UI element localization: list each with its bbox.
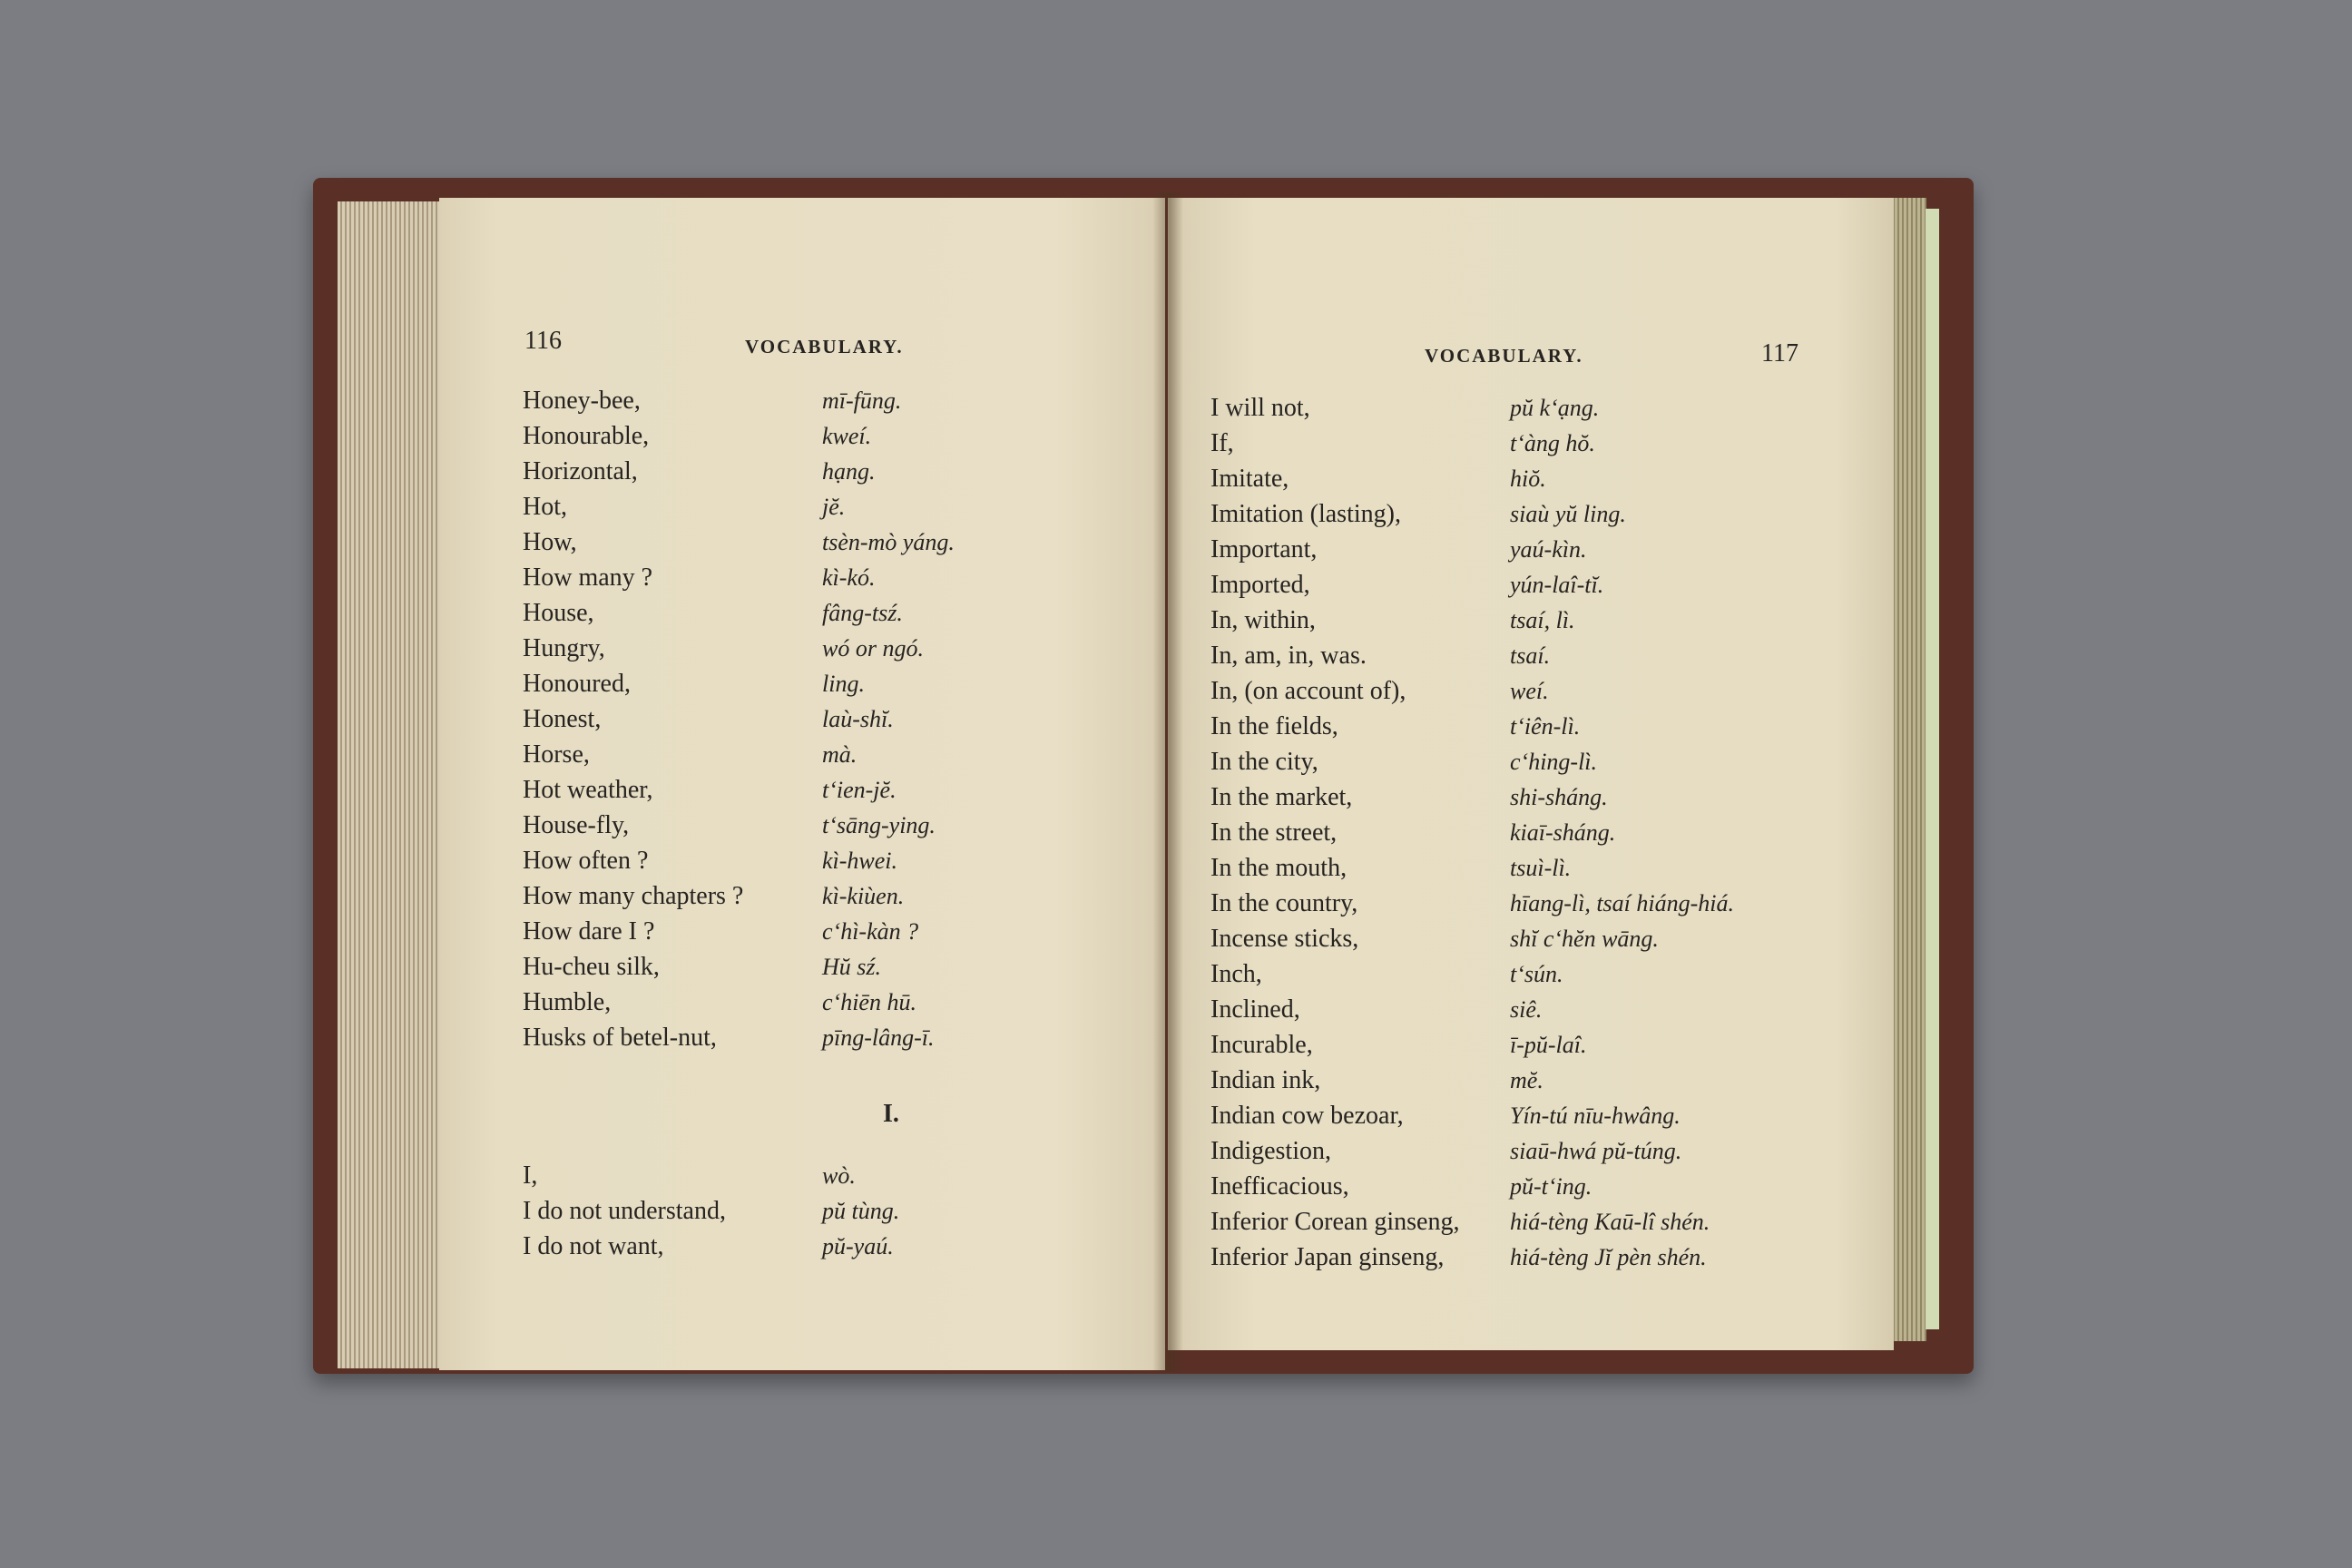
page-edges-left — [338, 201, 445, 1368]
left-page-number: 116 — [524, 327, 562, 355]
right-page-number: 117 — [1761, 339, 1798, 368]
book-gutter — [1152, 192, 1183, 1372]
right-entry-list: I will not, pŭ kʻạng. If, tʻàng hŏ. Imitate, hiŏ. Imitation (lasting), siaù yŭ ling. Important, yaú-kìn. Imported, yún-laî-tĭ. In, within, tsaí, lì. In, am, in, was. tsaí. In, (on account of), weí. In the fields, tʻiên-lì. In the city, cʻhing-lì. In the market, shi-sháng. In the street, kiaī-sháng. In the mouth, tsuì-lì. In the country, hīang-lì, tsaí hiáng-hiá. Incense sticks, shĭ cʻhĕn wāng. Inch, tʻsún. Inclined, siê. Incurable, ī-pŭ-laî. Indian ink, mĕ. Indian cow bezoar, Yín-tú nīu-hwâng. Indigestion, siaū-hwá pŭ-túng. Inefficacious, pŭ-tʻing. Inferior Corean ginseng, hiá-tèng Kaū-lî shén. Inferior Japan ginseng, hiá-tèng Jĭ pèn shén. — [1210, 394, 1734, 1271]
section-heading: I. — [883, 1100, 899, 1128]
left-entry-list: Honey-bee, mī-fūng. Honourable, kweí. Horizontal, hạng. Hot, jĕ. How, tsèn-mò yáng. How many ? kì-kó. House, fâng-tsź. Hungry, wó or ngó. Honoured, ling. Honest, laù-shĭ. Horse, mà. Hot weather, tʻien-jĕ. House-fly, tʻsāng-ying. How often ? kì-hwei. How many chapters ? kì-kiùen. How dare I ? cʻhì-kàn ? Hu-cheu silk, Hŭ sź. Humble, cʻhiēn hū. Husks of betel-nut, pīng-lâng-ī. I. I, wò. I do not understand, pŭ tùng. I do not want, pŭ-yaú. — [523, 387, 955, 1260]
left-running-head: VOCABULARY. — [745, 336, 904, 358]
endpaper-edge — [1926, 209, 1939, 1329]
left-page — [439, 198, 1165, 1370]
right-page — [1168, 198, 1894, 1350]
right-running-head: VOCABULARY. — [1425, 345, 1583, 367]
